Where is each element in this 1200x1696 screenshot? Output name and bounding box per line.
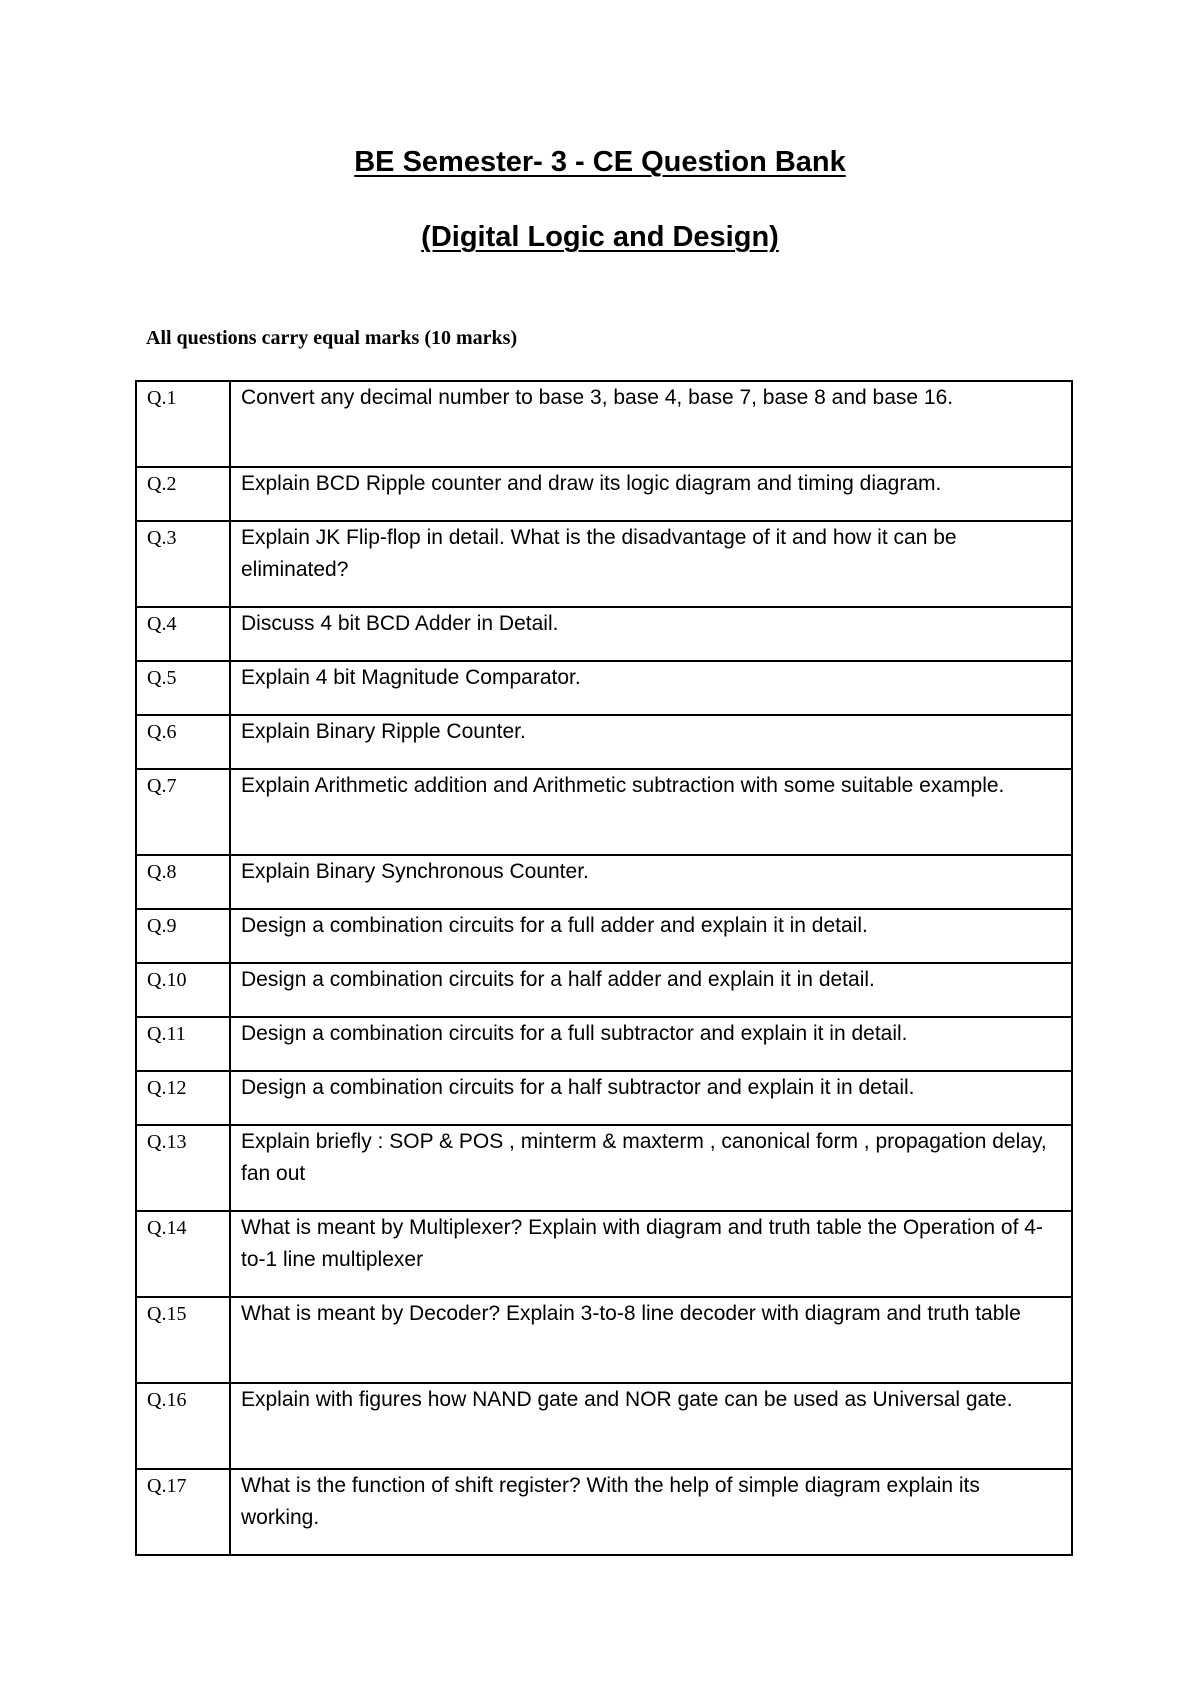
question-text: Design a combination circuits for a half adder and explain it in detail. xyxy=(230,963,1072,1017)
question-row xyxy=(136,769,1072,855)
question-text: Explain Binary Synchronous Counter. xyxy=(230,855,1072,909)
question-text: Design a combination circuits for a full adder and explain it in detail. xyxy=(230,909,1072,963)
question-number: Q.16 xyxy=(136,1383,230,1469)
question-number: Q.15 xyxy=(136,1297,230,1383)
question-row xyxy=(136,1211,1072,1297)
question-row xyxy=(136,381,1072,467)
page-title: BE Semester- 3 - CE Question Bank xyxy=(354,146,846,178)
question-text: Design a combination circuits for a half subtractor and explain it in detail. xyxy=(230,1071,1072,1125)
marks-instruction: All questions carry equal marks (10 marks) xyxy=(146,327,518,349)
question-text: Convert any decimal number to base 3, base 4, base 7, base 8 and base 16. xyxy=(230,381,1072,467)
question-number: Q.13 xyxy=(136,1125,230,1211)
question-text: Explain BCD Ripple counter and draw its logic diagram and timing diagram. xyxy=(230,467,1072,521)
question-text: What is meant by Decoder? Explain 3-to-8 line decoder with diagram and truth table xyxy=(230,1297,1072,1383)
question-number: Q.2 xyxy=(136,467,230,521)
question-text: Discuss 4 bit BCD Adder in Detail. xyxy=(230,607,1072,661)
question-number: Q.6 xyxy=(136,715,230,769)
question-text: Design a combination circuits for a full subtractor and explain it in detail. xyxy=(230,1017,1072,1071)
question-row xyxy=(136,1469,1072,1555)
question-text: Explain briefly : SOP & POS , minterm & maxterm , canonical form , propagation delay, fan out xyxy=(230,1125,1072,1211)
question-row xyxy=(136,467,1072,521)
question-row xyxy=(136,1125,1072,1211)
question-row xyxy=(136,607,1072,661)
question-row xyxy=(136,715,1072,769)
subject-title: (Digital Logic and Design) xyxy=(421,221,779,253)
question-table xyxy=(135,380,1073,1556)
question-number: Q.9 xyxy=(136,909,230,963)
question-row xyxy=(136,855,1072,909)
question-row xyxy=(136,963,1072,1017)
question-row xyxy=(136,661,1072,715)
question-text: Explain Binary Ripple Counter. xyxy=(230,715,1072,769)
question-row xyxy=(136,1017,1072,1071)
question-number: Q.10 xyxy=(136,963,230,1017)
question-text: What is meant by Multiplexer? Explain with diagram and truth table the Operation of 4-to-1 line multiplexer xyxy=(230,1211,1072,1297)
question-number: Q.14 xyxy=(136,1211,230,1297)
question-text: Explain 4 bit Magnitude Comparator. xyxy=(230,661,1072,715)
question-text: Explain Arithmetic addition and Arithmetic subtraction with some suitable example. xyxy=(230,769,1072,855)
question-text: Explain with figures how NAND gate and NOR gate can be used as Universal gate. xyxy=(230,1383,1072,1469)
question-number: Q.12 xyxy=(136,1071,230,1125)
question-number: Q.1 xyxy=(136,381,230,467)
question-row xyxy=(136,1383,1072,1469)
question-number: Q.7 xyxy=(136,769,230,855)
question-text: What is the function of shift register? With the help of simple diagram explain its working. xyxy=(230,1469,1072,1555)
question-text: Explain JK Flip-flop in detail. What is the disadvantage of it and how it can be eliminated? xyxy=(230,521,1072,607)
question-row xyxy=(136,1071,1072,1125)
question-row xyxy=(136,1297,1072,1383)
question-row xyxy=(136,909,1072,963)
question-number: Q.11 xyxy=(136,1017,230,1071)
question-number: Q.5 xyxy=(136,661,230,715)
question-number: Q.8 xyxy=(136,855,230,909)
question-row xyxy=(136,521,1072,607)
question-number: Q.3 xyxy=(136,521,230,607)
question-number: Q.17 xyxy=(136,1469,230,1555)
question-number: Q.4 xyxy=(136,607,230,661)
